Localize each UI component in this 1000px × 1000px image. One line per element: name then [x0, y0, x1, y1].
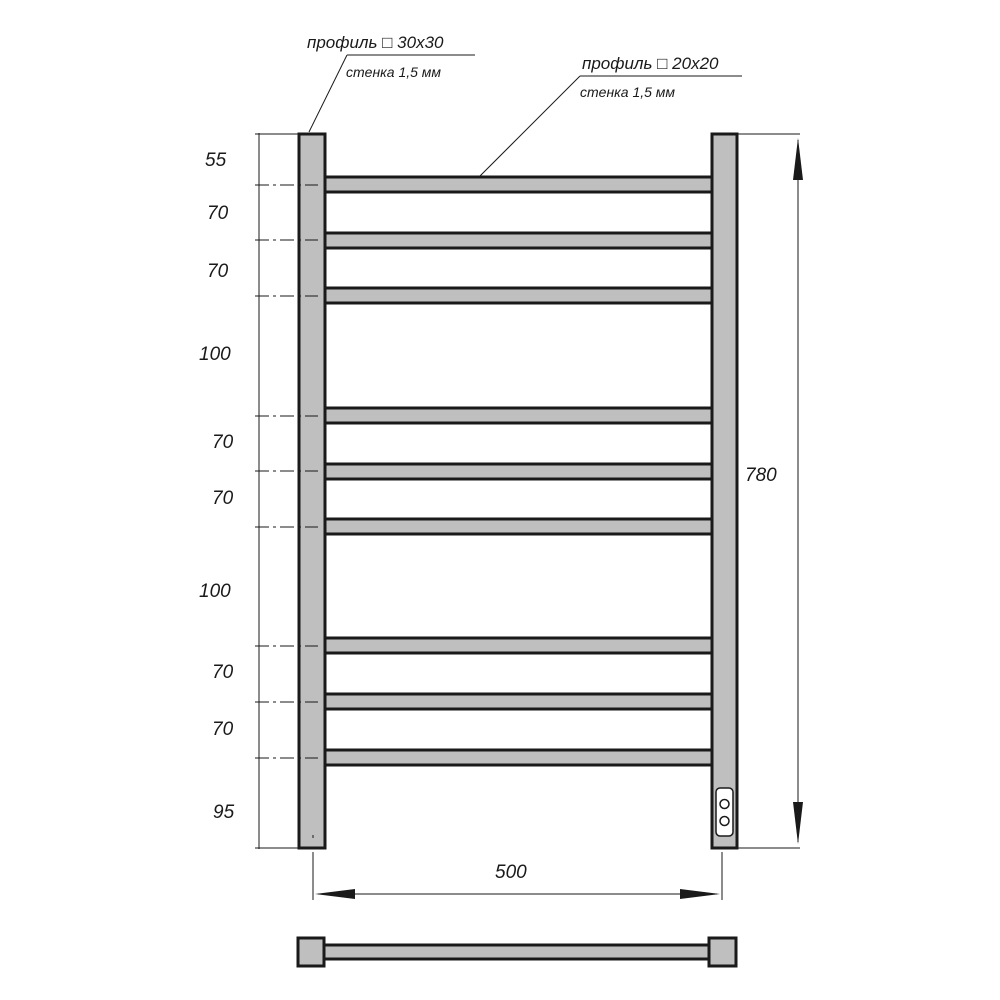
arrow-up-icon: [793, 138, 803, 180]
dim-segment-6: 70: [212, 488, 234, 509]
arrow-left-icon: [315, 889, 355, 899]
top-view-right-post: [709, 938, 736, 966]
electrical-connector-icon: [716, 788, 733, 836]
width-dimension: [313, 852, 722, 900]
dim-total-height: 780: [745, 465, 777, 486]
dim-segment-8: 70: [212, 662, 234, 683]
arrow-right-icon: [680, 889, 720, 899]
rung: [325, 694, 712, 709]
top-view-left-post: [298, 938, 324, 966]
dim-segment-5: 70: [212, 432, 234, 453]
rung: [325, 233, 712, 248]
rung: [325, 177, 712, 192]
rung-profile-label: профиль □ 20x20: [582, 54, 719, 73]
dim-segment-7: 100: [199, 581, 231, 602]
rungs: [325, 177, 712, 765]
arrow-down-icon: [793, 802, 803, 844]
dim-segment-10: 95: [213, 802, 235, 823]
rung: [325, 638, 712, 653]
rung: [325, 408, 712, 423]
top-view-rail: [323, 945, 709, 959]
dim-segment-3: 70: [207, 261, 229, 282]
post-profile-label: профиль □ 30x30: [307, 33, 444, 52]
dim-segment-4: 100: [199, 344, 231, 365]
rung: [325, 519, 712, 534]
dim-width: 500: [495, 862, 527, 883]
right-post: [712, 134, 737, 848]
dim-segment-9: 70: [212, 719, 234, 740]
segment-dimensions: [199, 150, 235, 823]
post-wall-label: стенка 1,5 мм: [346, 64, 441, 80]
rung-wall-label: стенка 1,5 мм: [580, 84, 675, 100]
rung: [325, 464, 712, 479]
top-view: [298, 938, 736, 966]
rung-profile-callout: [480, 54, 742, 176]
post-profile-callout: [307, 33, 475, 132]
left-post: [299, 134, 325, 848]
dim-segment-1: 55: [205, 150, 227, 171]
rung: [325, 750, 712, 765]
rung: [325, 288, 712, 303]
height-dimension: [738, 134, 803, 848]
dim-segment-2: 70: [207, 203, 229, 224]
